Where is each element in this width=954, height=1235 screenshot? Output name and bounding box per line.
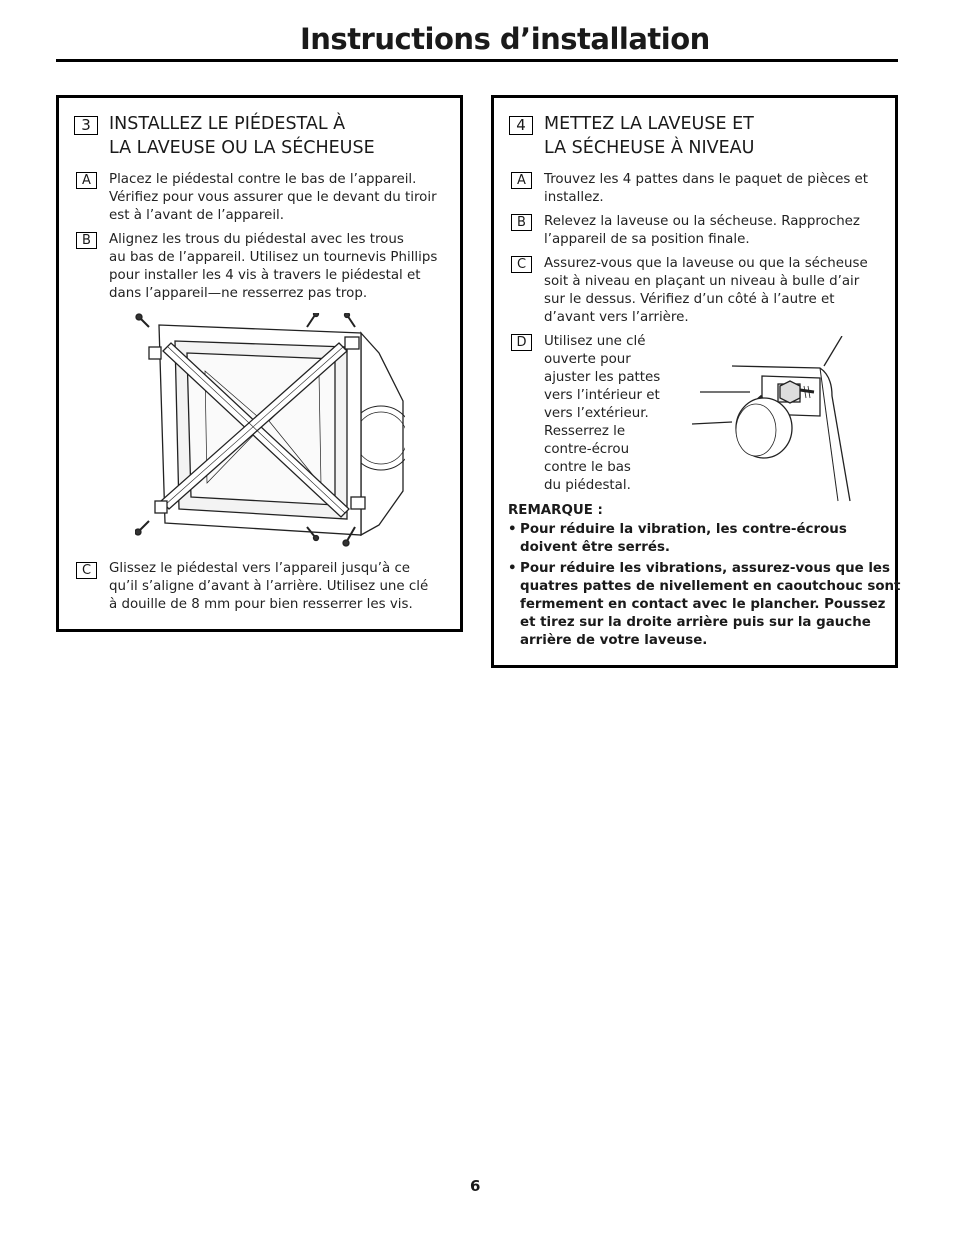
- item-text: [109, 231, 437, 303]
- text-line: et tirez sur la droite arrière puis sur la gauche: [520, 615, 871, 630]
- page-title: Instructions d’installation: [300, 22, 710, 56]
- item-letter: D: [511, 334, 532, 351]
- item-letter: C: [76, 562, 97, 579]
- text-line: l’appareil de sa position finale.: [544, 232, 750, 247]
- item-text: [544, 255, 868, 327]
- text-line: quatres pattes de nivellement en caoutchouc sont: [520, 579, 901, 594]
- bullet-glyph: •: [508, 561, 517, 576]
- step-3-panel: [56, 95, 463, 632]
- text-line: qu’il s’aligne d’avant à l’arrière. Utilisez une clé: [109, 579, 429, 594]
- step-number-badge: 4: [509, 116, 533, 135]
- text-line: Pour réduire les vibrations, assurez-vous que les: [520, 561, 890, 576]
- item-text: [544, 171, 868, 207]
- page-number: 6: [470, 1177, 481, 1195]
- text-line: est à l’avant de l’appareil.: [109, 208, 285, 223]
- text-line: Glissez le piédestal vers l’appareil jusqu’à ce: [109, 561, 411, 576]
- pedestal-illustration: [135, 313, 405, 548]
- item-letter: B: [76, 232, 97, 249]
- step-title-line: LA SÉCHEUSE À NIVEAU: [544, 138, 755, 158]
- note-label: REMARQUE :: [508, 503, 603, 518]
- text-line: à douille de 8 mm pour bien resserrer les vis.: [109, 597, 413, 612]
- text-line: du piédestal.: [544, 478, 631, 493]
- item-text: [109, 171, 437, 225]
- step-number-badge: 3: [74, 116, 98, 135]
- text-line: contre-écrou: [544, 442, 630, 457]
- title-divider: [56, 59, 898, 62]
- item-text: [544, 333, 660, 495]
- item-letter: C: [511, 256, 532, 273]
- text-line: vers l’extérieur.: [544, 406, 649, 421]
- text-line: contre le bas: [544, 460, 631, 475]
- text-line: soit à niveau en plaçant un niveau à bulle d’air: [544, 274, 860, 289]
- item-letter: A: [511, 172, 532, 189]
- step-title-line: LA LAVEUSE OU LA SÉCHEUSE: [109, 138, 375, 158]
- text-line: vers l’intérieur et: [544, 388, 660, 403]
- leveling-leg-illustration: [692, 336, 862, 506]
- step-title-line: METTEZ LA LAVEUSE ET: [544, 114, 754, 134]
- text-line: Trouvez les 4 pattes dans le paquet de pièces et: [544, 172, 869, 187]
- text-line: Resserrez le: [544, 424, 626, 439]
- text-line: Pour réduire la vibration, les contre-écrous: [520, 522, 847, 537]
- step-title-line: INSTALLEZ LE PIÉDESTAL À: [109, 114, 346, 134]
- text-line: Utilisez une clé: [544, 334, 646, 349]
- text-line: ouverte pour: [544, 352, 631, 367]
- note-bullet: [508, 521, 847, 557]
- text-line: dans l’appareil—ne resserrez pas trop.: [109, 286, 368, 301]
- item-text: [109, 560, 428, 614]
- text-line: ajuster les pattes: [544, 370, 661, 385]
- text-line: installez.: [544, 190, 604, 205]
- text-line: au bas de l’appareil. Utilisez un tournevis Phillips: [109, 250, 438, 265]
- text-line: Vérifiez pour vous assurer que le devant du tiroir: [109, 190, 437, 205]
- bullet-glyph: •: [508, 522, 517, 537]
- text-line: fermement en contact avec le plancher. Poussez: [520, 597, 886, 612]
- step-title: [544, 112, 754, 160]
- text-line: sur le dessus. Vérifiez d’un côté à l’autre et: [544, 292, 835, 307]
- text-line: Alignez les trous du piédestal avec les trous: [109, 232, 404, 247]
- item-text: [544, 213, 860, 249]
- text-line: pour installer les 4 vis à travers le piédestal et: [109, 268, 421, 283]
- step-title: [109, 112, 375, 160]
- step-4-panel: [491, 95, 901, 668]
- note-bullet: [508, 560, 901, 650]
- text-line: Relevez la laveuse ou la sécheuse. Rapprochez: [544, 214, 860, 229]
- text-line: Assurez-vous que la laveuse ou que la sécheuse: [544, 256, 868, 271]
- item-letter: A: [76, 172, 97, 189]
- text-line: arrière de votre laveuse.: [520, 633, 708, 648]
- text-line: doivent être serrés.: [520, 540, 671, 555]
- item-letter: B: [511, 214, 532, 231]
- text-line: Placez le piédestal contre le bas de l’appareil.: [109, 172, 417, 187]
- text-line: d’avant vers l’arrière.: [544, 310, 689, 325]
